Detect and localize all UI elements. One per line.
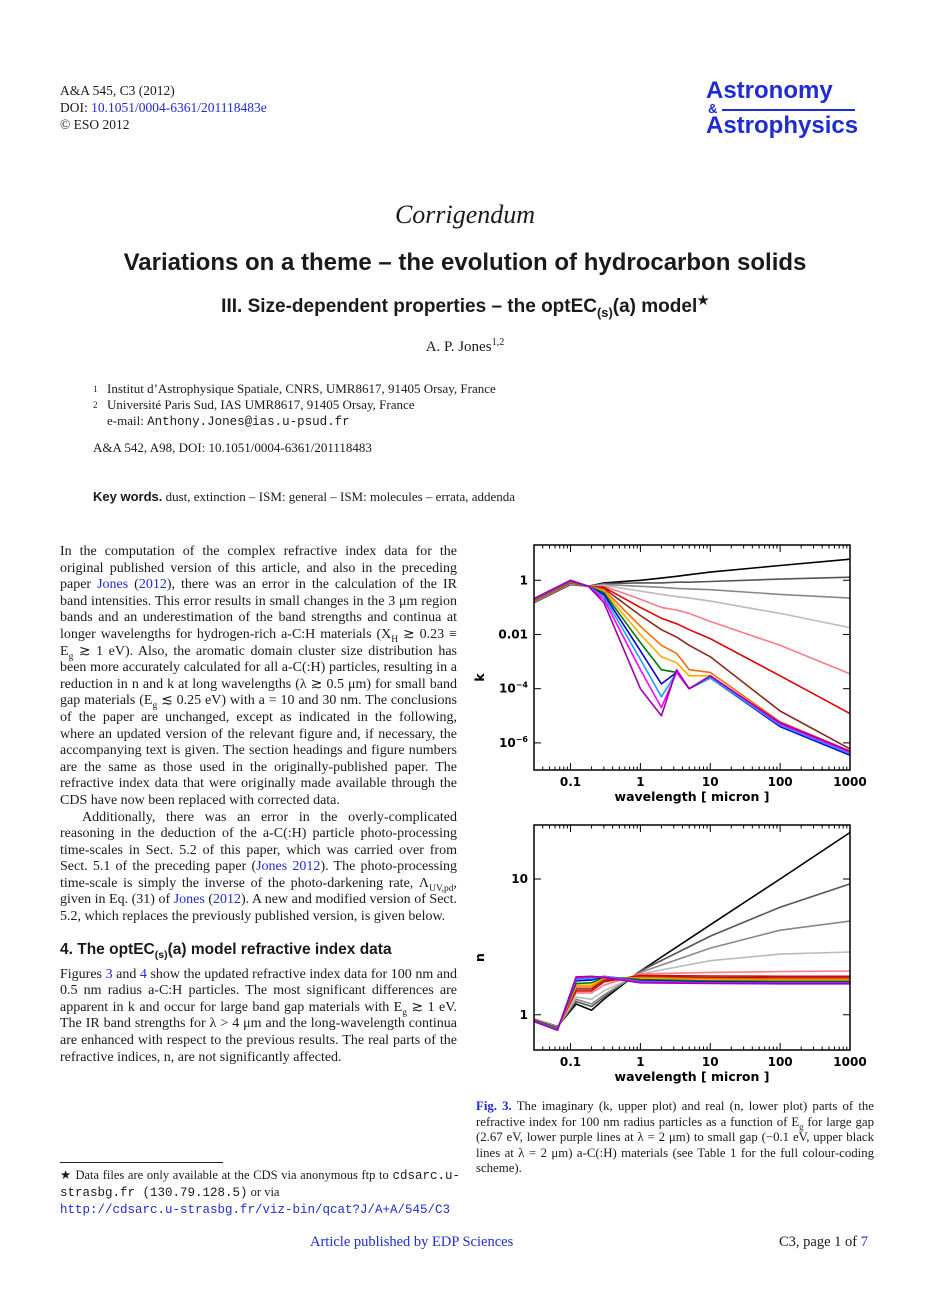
x-tick-label: 0.1 — [559, 775, 582, 789]
keywords-text: dust, extinction – ISM: general – ISM: molecules – errata, addenda — [165, 489, 516, 504]
email-label: e-mail: — [107, 413, 144, 428]
y-tick-label: $10^{-4}$ — [499, 680, 528, 696]
total-pages-link[interactable]: 7 — [860, 1234, 868, 1250]
x-tick-label: 100 — [767, 775, 793, 789]
y-axis-label: k — [472, 673, 487, 682]
doi-line — [60, 99, 267, 116]
footnote-star-link[interactable]: ★ — [697, 292, 709, 308]
journal-logo — [706, 79, 858, 138]
series-line — [534, 580, 850, 751]
series-line — [534, 581, 850, 755]
article-kicker: Corrigendum — [394, 200, 536, 229]
author-name: A. P. Jones — [425, 339, 492, 355]
affiliation-text: Institut d’Astrophysique Spatiale, CNRS, UMR8617, 91405 Orsay, France — [107, 381, 496, 396]
affiliation-text: Université Paris Sud, IAS UMR8617, 91405 Orsay, France — [107, 397, 415, 412]
x-tick-label: 1 — [636, 1055, 645, 1069]
y-tick-label: $10^{-6}$ — [499, 734, 528, 750]
figure-label[interactable]: Fig. 3. — [476, 1099, 512, 1113]
citation-link[interactable]: Jones — [97, 577, 129, 593]
doi-label: DOI: — [60, 100, 88, 115]
series-line — [534, 582, 850, 749]
affiliation-item — [93, 397, 496, 413]
footnote-star: ★ — [60, 1168, 72, 1182]
copyright: © ESO 2012 — [60, 117, 130, 132]
logo-line1: Astronomy — [706, 77, 833, 104]
footnote-area — [60, 1162, 460, 1218]
logo-line2: Astrophysics — [706, 112, 859, 139]
x-tick-label: 10 — [701, 775, 719, 789]
footnote: ★ Data files are only available at the CDS via anonymous ftp to cdsarc.u-strasbg.fr (130.79.128.5) or via http://cdsarc.u-strasbg.fr/viz-bin/qcat?J/A+A/545/C3 — [60, 1168, 460, 1217]
ftp-host: cdsarc.u-strasbg.fr (130.79.128.5) — [60, 1169, 460, 1200]
affiliation-number: 2 — [93, 400, 98, 410]
x-tick-label: 0.1 — [559, 1055, 582, 1069]
y-tick-label: 1 — [519, 1007, 528, 1022]
affiliations — [93, 381, 496, 430]
y-tick-label: 0.01 — [498, 627, 528, 642]
series-line — [534, 583, 850, 714]
series-line — [534, 582, 850, 753]
footnote-divider — [60, 1162, 223, 1163]
y-axis-label: n — [472, 953, 487, 962]
citation-link[interactable]: 2012 — [138, 577, 167, 593]
doi-link[interactable]: 10.1051/0004-6361/201118483e — [91, 100, 267, 115]
citation-link[interactable]: Jones 2012 — [256, 859, 321, 875]
author — [0, 339, 930, 356]
logo-amp: & — [708, 103, 858, 114]
x-tick-label: 1 — [636, 775, 645, 789]
figure-3 — [472, 535, 882, 1095]
x-tick-label: 100 — [767, 1055, 793, 1069]
email-address[interactable]: Anthony.Jones@ias.u-psud.fr — [147, 415, 350, 429]
x-axis-label: wavelength [ micron ] — [614, 789, 770, 804]
x-tick-label: 1000 — [833, 1055, 867, 1069]
series-line — [534, 581, 850, 754]
x-tick-label: 1000 — [833, 775, 867, 789]
cds-url-link[interactable]: http://cdsarc.u-strasbg.fr/viz-bin/qcat?J/A+A/545/C3 — [60, 1203, 451, 1217]
y-tick-label: 1 — [519, 573, 528, 588]
series-line — [534, 583, 850, 674]
subtitle-sub: (s) — [597, 304, 613, 320]
publisher-link[interactable]: Article published by EDP Sciences — [310, 1234, 514, 1250]
series-line — [534, 583, 850, 627]
n-chart — [472, 825, 867, 1084]
x-axis-label: wavelength [ micron ] — [614, 1069, 770, 1084]
email-line — [93, 413, 496, 430]
citation-link[interactable]: 2012 — [213, 892, 242, 908]
paragraph-3: Figures 3 and 4 show the updated refractive index data for 100 nm and 0.5 nm radius a-C:H particles. The most significant differences are apparent in k and occur for large band gap materials with $E_g$ ≳ 1 eV. The IR band strengths for λ > 4 μm and the long-wavelength continua are enhanced with respect to the previous results. The real parts of the refractive indices, n, are not significantly affected. — [60, 966, 458, 1065]
x-tick-label: 10 — [701, 1055, 719, 1069]
author-affiliation-marks: 1,2 — [491, 337, 505, 348]
paragraph-2: Additionally, there was an error in the overly-complicated reasoning in the deduction of the a-C(:H) particle photo-processing time-scales in Sect. 5.2 of this paper, which was carried over from Sect. 5.1 of the preceding paper (Jones 2012). The photo-processing time-scale is simply the inverse of the photo-darkening rate, $\Lambda_{UV,pd}$, given in Eq. (31) of Jones (2012). A new and modified version of Sect. 5.2, which replaces the previously published version, is given below. — [60, 809, 458, 925]
body-text — [60, 544, 457, 1066]
keywords — [93, 489, 515, 505]
section-heading: 4. The optEC$_{(s)}$(a) model refractive index data — [60, 940, 392, 961]
citation-link[interactable]: Jones — [173, 892, 205, 908]
y-tick-label: 10 — [511, 872, 528, 887]
article-title: Variations on a theme – the evolution of hydrocarbon solids — [123, 249, 807, 276]
k-chart — [472, 545, 867, 804]
citation: A&A 545, C3 (2012) — [60, 83, 175, 98]
subtitle-text-end: (a) model — [612, 296, 698, 317]
subtitle-text: III. Size-dependent properties – the optEC — [221, 296, 597, 317]
affiliation-number: 1 — [93, 384, 98, 394]
journal-header — [60, 82, 267, 133]
paragraph-1: In the computation of the complex refractive index data for the original published version of this article, and also in the preceding paper Jones (2012), there was an error in the calculation of the IR band intensities. This error results in small changes in the 3 μm region bands and an underestimation of the band strengths and continua at longer wavelengths for hydrogen-rich a-C:H materials ($X_H$ ≳ $0.23 \equiv E_g$ ≳ 1 eV). Also, the aromatic domain cluster size distribution has been more accurately calculated for all a-C(:H) particles, resulting in a reduction in n and k at long wavelengths (λ ≳ 0.5 μm) for small band gap materials ($E_g$ ≲ 0.25 eV) with a = 10 and 30 nm. The conclusions of the paper are unchanged, except as indicated in the following, where an updated version of the relevant figure and, if necessary, the accompanying text is given. The section headings and figure numbers are the same as those used in the originally-published paper. The refractive index data that were originally made available through the CDS have now been replaced with corrected data. — [60, 544, 457, 808]
series-line — [534, 580, 850, 752]
article-subtitle — [0, 292, 930, 320]
series-line — [534, 582, 850, 751]
keywords-label: Key words. — [93, 489, 163, 504]
figure-caption: Fig. 3. The imaginary (k, upper plot) and real (n, lower plot) parts of the refractive index for 100 nm radius particles as a function of $E_g$ for large gap (2.67 eV, lower purple lines at λ = 2 μm) to small gap (−0.1 eV, upper black lines at λ = 2 μm) a-C(:H) materials (see Table 1 for the full colour-coding scheme). — [476, 1099, 875, 1176]
figure-link[interactable]: 3 — [105, 966, 113, 982]
series-line — [534, 581, 850, 754]
affiliation-item — [93, 381, 496, 397]
figure-link[interactable]: 4 — [139, 966, 147, 982]
original-reference: A&A 542, A98, DOI: 10.1051/0004-6361/201118483 — [93, 440, 372, 455]
page-number: C3, page 1 of 7 — [779, 1234, 868, 1250]
